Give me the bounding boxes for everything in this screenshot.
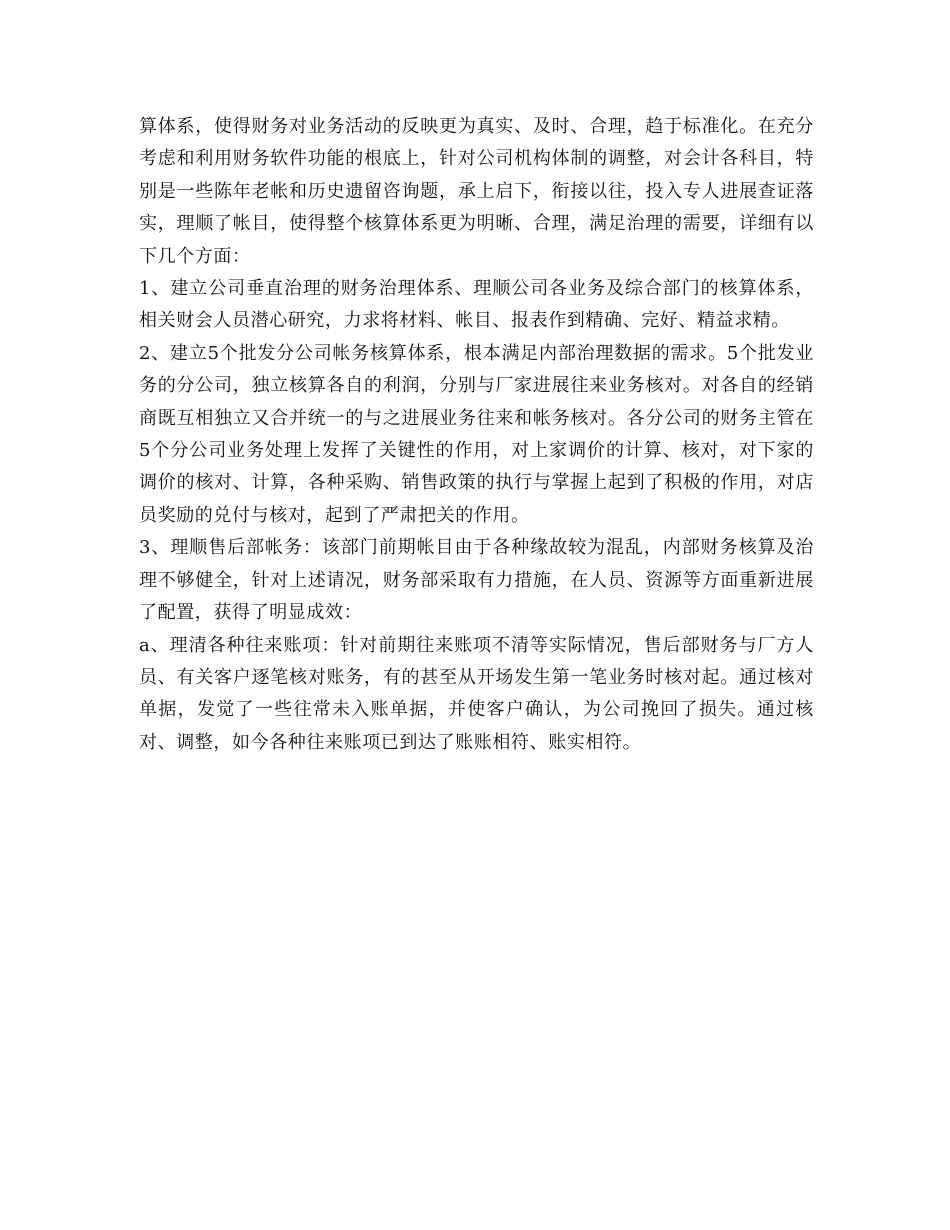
document-body (139, 111, 814, 759)
paragraph-accounting-system: 算体系，使得财务对业务活动的反映更为真实、及时、合理，趋于标准化。在充分考虑和利用财务软件功能的根底上，针对公司机构体制的调整，对会计各科目，特别是一些陈年老帐和历史遗留咨询题，承上启下，衔接以往，投入专人进展查证落实，理顺了帐目，使得整个核算体系更为明晰、合理，满足治理的需要，详细有以下几个方面： (139, 116, 814, 267)
paragraph-item-a: a、理清各种往来账项：针对前期往来账项不清等实际情况，售后部财务与厂方人员、有关客户逐笔核对账务，有的甚至从开场发生第一笔业务时核对起。通过核对单据，发觉了一些往常未入账单据，并使客户确认，为公司挽回了损失。通过核对、调整，如今各种往来账项已到达了账账相符、账实相符。 (139, 634, 814, 753)
paragraph-item-2: 2、建立5个批发分公司帐务核算体系，根本满足内部治理数据的需求。5个批发业务的分公司，独立核算各自的利润，分别与厂家进展往来业务核对。对各自的经销商既互相独立又合并统一的与之进展业务往来和帐务核对。各分公司的财务主管在5个分公司业务处理上发挥了关键性的作用，对上家调价的计算、核对，对下家的调价的核对、计算，各种采购、销售政策的执行与掌握上起到了积极的作用，对店员奖励的兑付与核对，起到了严肃把关的作用。 (139, 342, 814, 526)
paragraph-item-3: 3、理顺售后部帐务：该部门前期帐目由于各种缘故较为混乱，内部财务核算及治理不够健全，针对上述请况，财务部采取有力措施，在人员、资源等方面重新进展了配置，获得了明显成效： (139, 537, 814, 624)
paragraph-item-1: 1、建立公司垂直治理的财务治理体系、理顺公司各业务及综合部门的核算体系，相关财会人员潜心研究，力求将材料、帐目、报表作到精确、完好、精益求精。 (139, 278, 814, 332)
